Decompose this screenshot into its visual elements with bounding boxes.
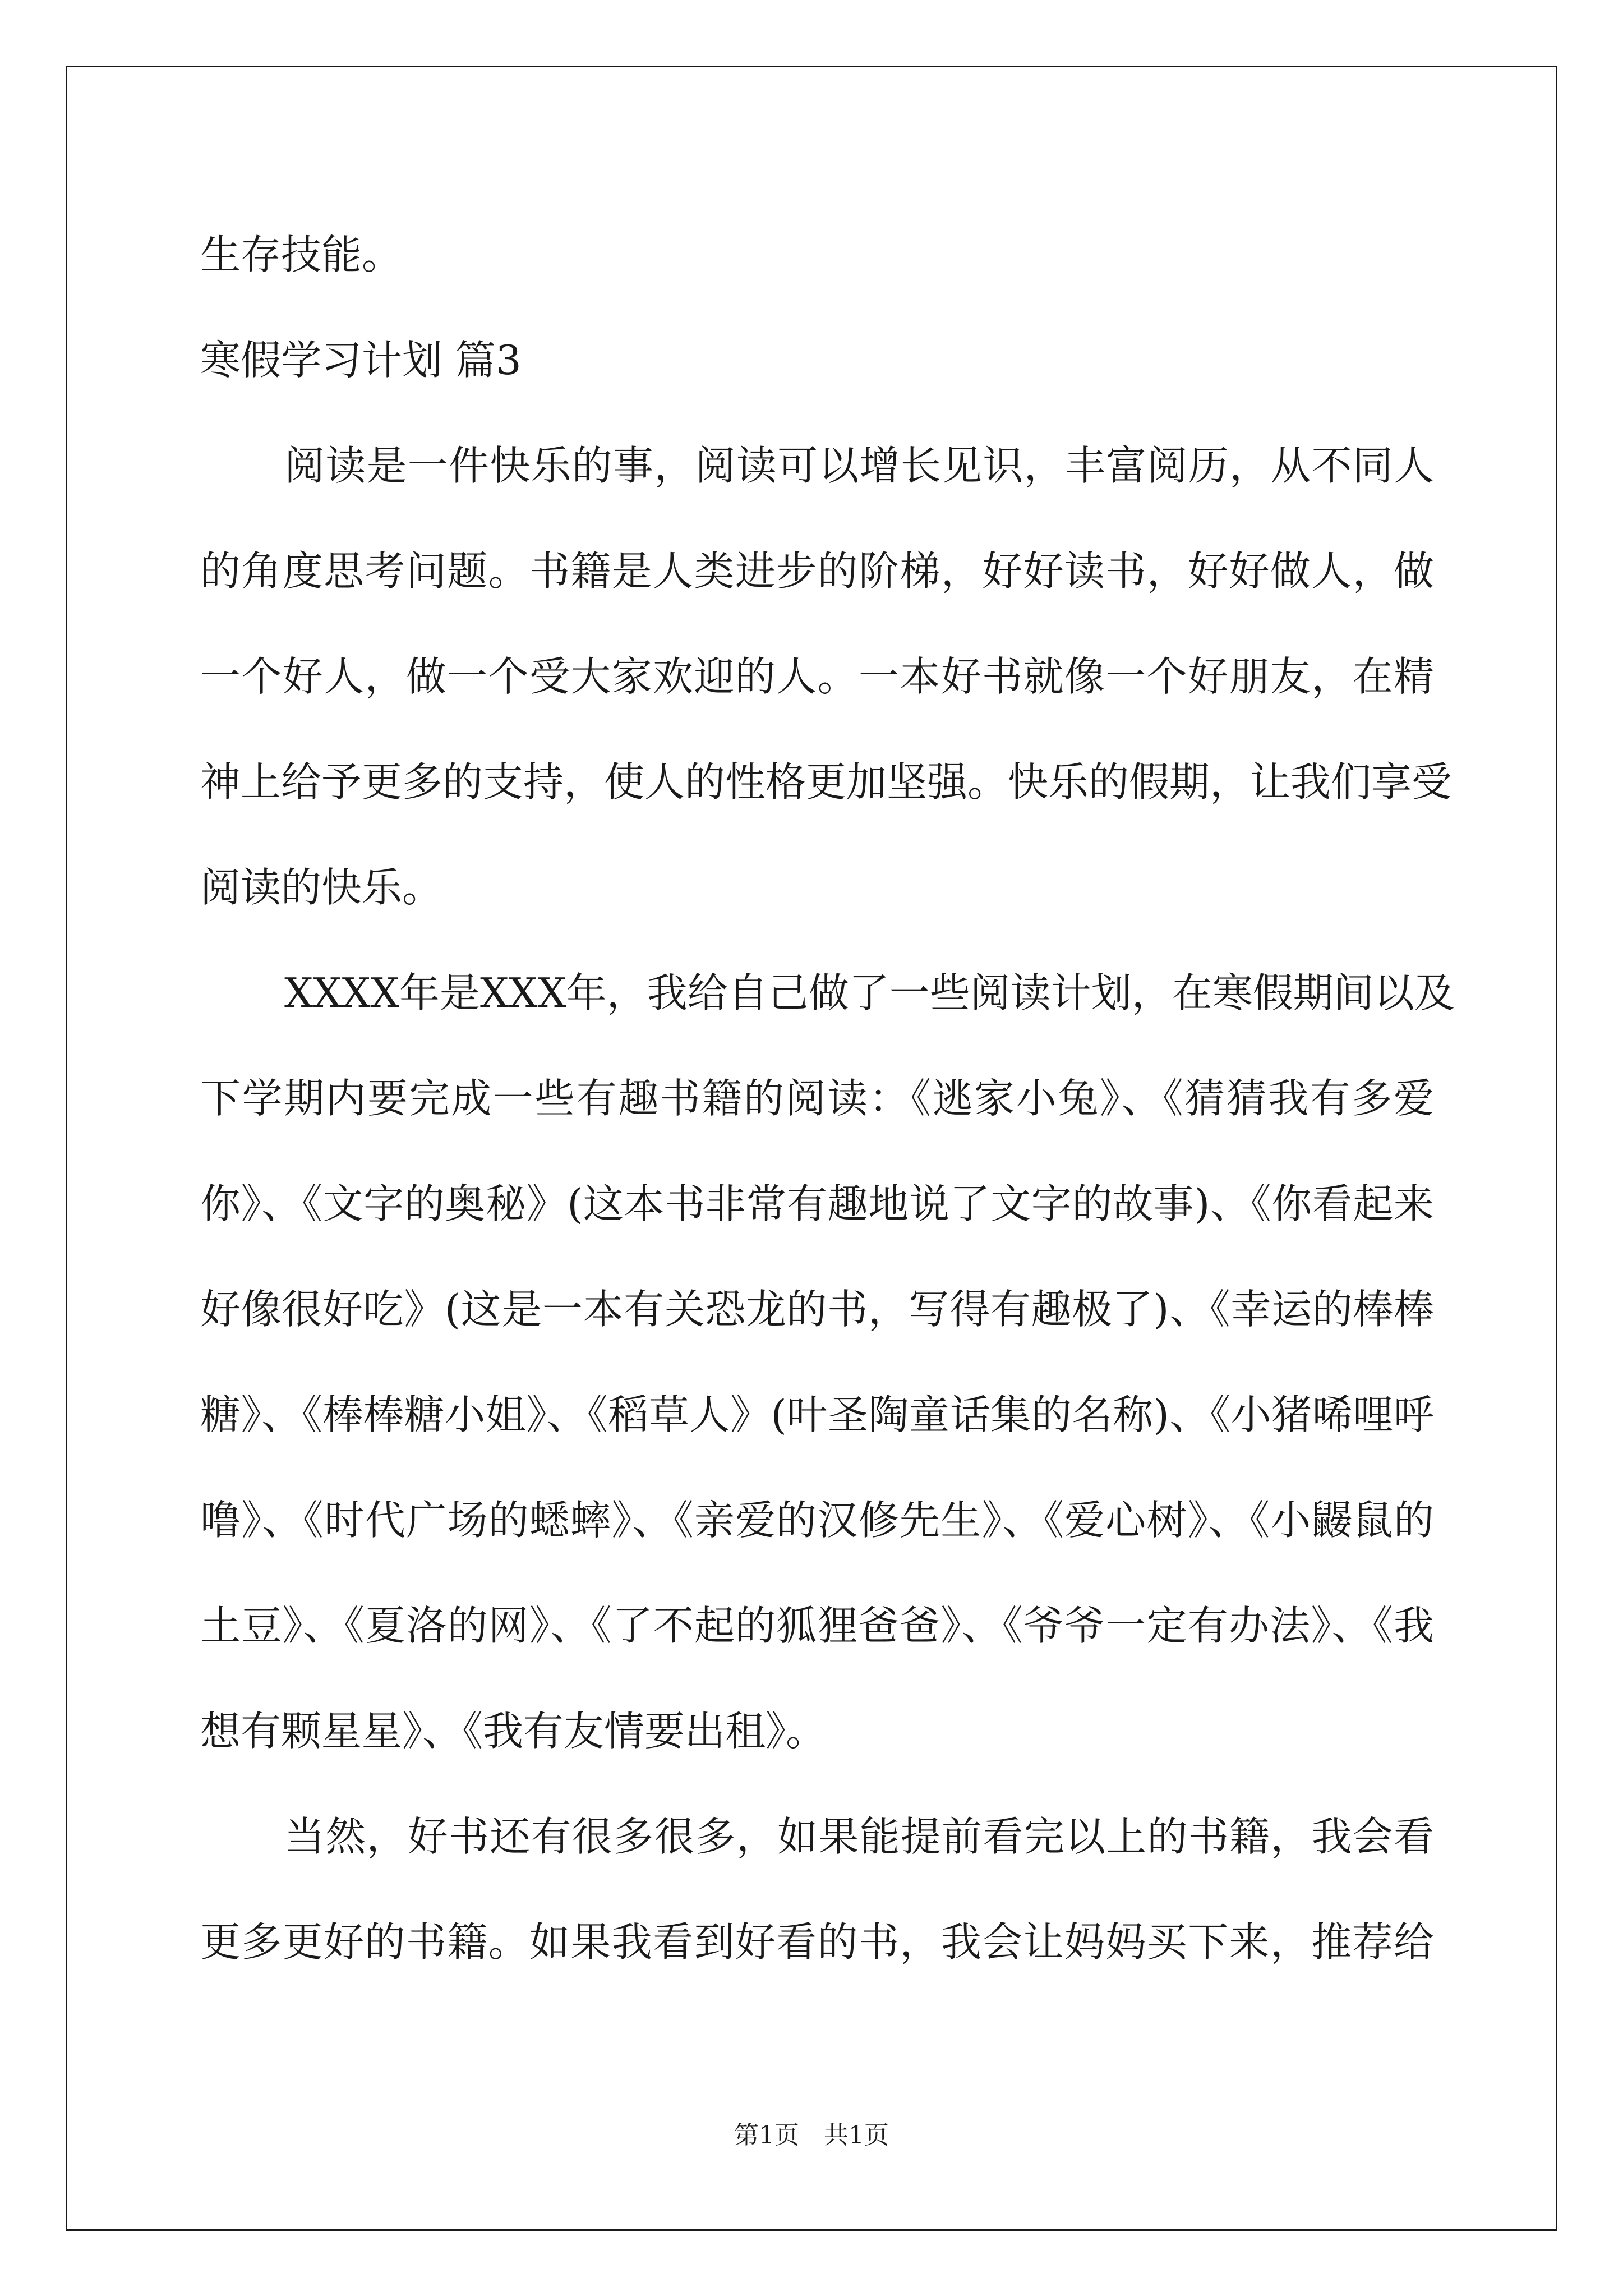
text-line-5: 一个好人，做一个受大家欢迎的人。一本好书就像一个好朋友，在精: [200, 653, 1434, 700]
text-line-6: 神上给予更多的支持，使人的性格更加坚强。快乐的假期，让我们享受: [200, 758, 1453, 806]
section-heading: 寒假学习计划 篇3: [200, 337, 522, 384]
text-line-4: 的角度思考问题。书籍是人类进步的阶梯，好好读书，好好做人，做: [200, 547, 1434, 595]
text-line-1: 生存技能。: [200, 231, 403, 278]
text-line-10: 你》、《文字的奥秘》(这本书非常有趣地说了文字的故事)、《你看起来: [200, 1180, 1434, 1227]
text-line-3: 阅读是一件快乐的事，阅读可以增长见识，丰富阅历，从不同人: [284, 442, 1434, 489]
page-footer: 第1页 共1页: [734, 2121, 889, 2150]
text-line-11: 好像很好吃》(这是一本有关恐龙的书，写得有趣极了)、《幸运的棒棒: [200, 1286, 1434, 1333]
text-line-16: 当然，好书还有很多很多，如果能提前看完以上的书籍，我会看: [284, 1813, 1434, 1860]
text-line-13: 噜》、《时代广场的蟋蟀》、《亲爱的汉修先生》、《爱心树》、《小鼹鼠的: [200, 1497, 1434, 1544]
document-body: [200, 202, 1455, 1995]
text-line-15: 想有颗星星》、《我有友情要出租》。: [200, 1708, 827, 1755]
text-line-12: 糖》、《棒棒糖小姐》、《稻草人》(叶圣陶童话集的名称)、《小猪唏哩呼: [200, 1391, 1434, 1438]
text-line-7: 阅读的快乐。: [200, 864, 443, 911]
text-line-9: 下学期内要完成一些有趣书籍的阅读：《逃家小兔》、《猜猜我有多爱: [200, 1075, 1434, 1122]
text-line-17: 更多更好的书籍。如果我看到好看的书，我会让妈妈买下来，推荐给: [200, 1918, 1434, 1966]
text-line-14: 土豆》、《夏洛的网》、《了不起的狐狸爸爸》、《爷爷一定有办法》、《我: [200, 1602, 1434, 1649]
text-line-8: XXXX年是XXX年，我给自己做了一些阅读计划，在寒假期间以及: [284, 969, 1455, 1016]
